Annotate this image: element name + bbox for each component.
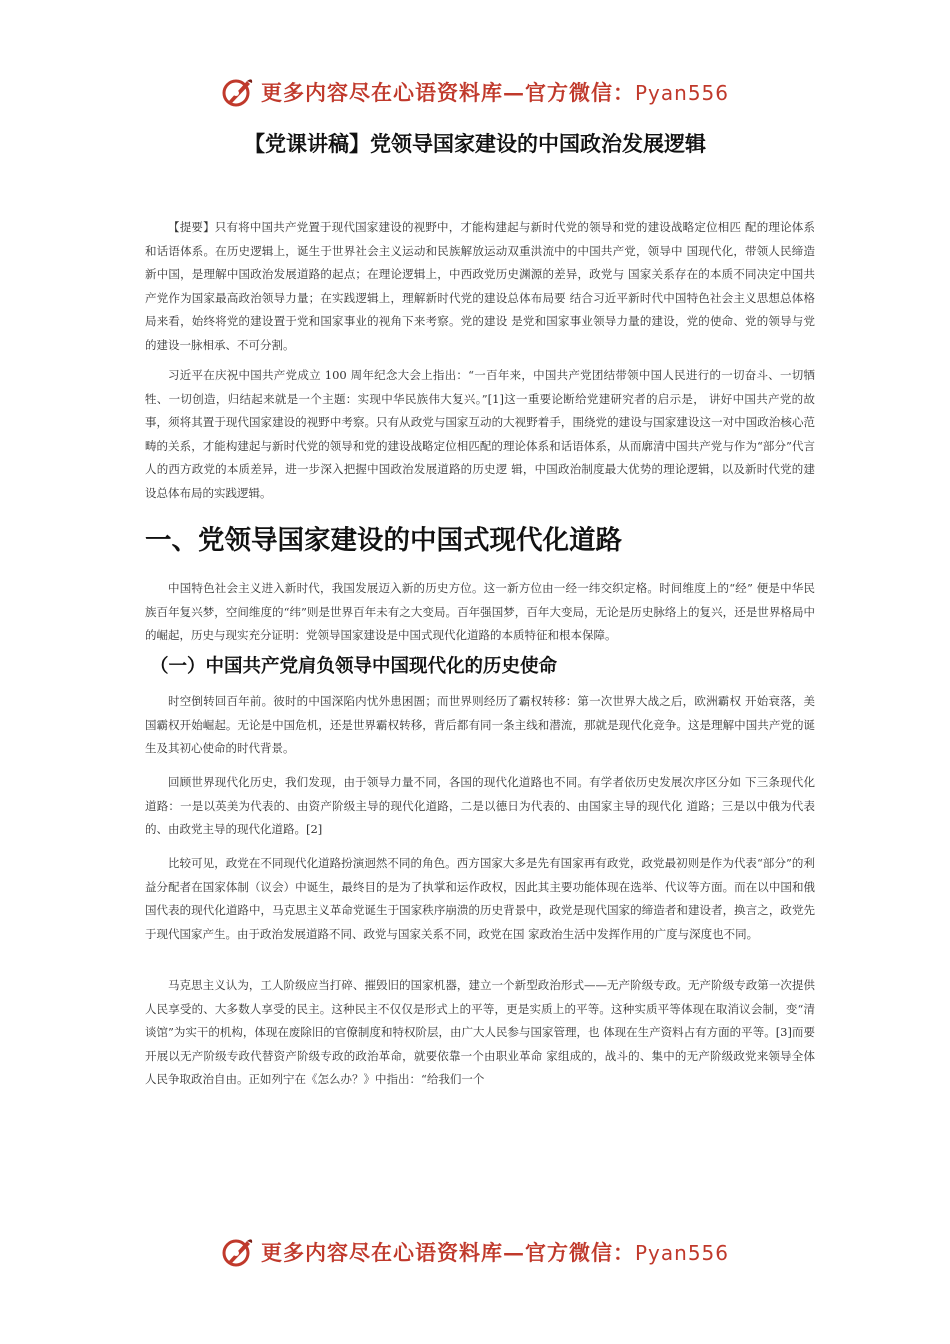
body-paragraph: 马克思主义认为，工人阶级应当打碎、摧毁旧的国家机器，建立一个新型政治形式——无产阶级专政。无产阶级专政第一次提供人民享受的、大多数人享受的民主。这种民主不仅仅是形式上的平等，更是实质上的平等。这种实质平等体现在取消议会制，变“清谈馆”为实干的机构，体现在废除旧的官僚制度和特权阶层，由广大人民参与国家管理，也 体现在生产资料占有方面的平等。[3]而要开展以无产阶级专政代替资产阶级专政的政治革命，就要依靠一个由职业革命 家组成的，战斗的、集中的无产阶级政党来领导全体人民争取政治自由。正如列宁在《怎么办？》中指出：“给我们一个 [145, 978, 815, 1087]
body-paragraph: 比较可见，政党在不同现代化道路扮演迥然不同的角色。西方国家大多是先有国家再有政党，政党最初则是作为代表“部分”的利益分配者在国家体制（议会）中诞生，最终目的是为了执掌和运作政权，因此其主要功能体现在选举、代议等方面。而在以中国和俄国代表的现代化道路中，马克思主义革命党诞生于国家秩序崩溃的历史背景中，政党是现代国家的缔造者和建设者，换言之，政党先于现代国家产生。由于政治发展道路不同、政党与国家关系不同，政党在国 家政治生活中发挥作用的广度与深度也不同。 [145, 856, 815, 941]
header-banner [0, 72, 950, 112]
banner-text: 更多内容尽在心语资料库—官方微信：Pyan556 [260, 80, 729, 105]
quill-pen-icon [221, 1235, 255, 1269]
section-heading: 一、党领导国家建设的中国式现代化道路 [145, 525, 622, 556]
subsection-heading: （一）中国共产党肩负领导中国现代化的历史使命 [150, 656, 558, 677]
footer-banner [0, 1232, 950, 1272]
document-title: 【党课讲稿】党领导国家建设的中国政治发展逻辑 [244, 132, 706, 156]
section-paragraph: 中国特色社会主义进入新时代，我国发展迈入新的历史方位。这一新方位由一经一纬交织定格。时间维度上的“经” 便是中华民族百年复兴梦，空间维度的“纬”则是世界百年未有之大变局。百年强国梦，百年大变局，无论是历史脉络上的复兴，还是世界格局中的崛起，历史与现实充分证明：党领导国家建设是中国式现代化道路的本质特征和根本保障。 [145, 581, 815, 643]
body-paragraph: 时空倒转回百年前。彼时的中国深陷内忧外患困圄；而世界则经历了霸权转移：第一次世界大战之后，欧洲霸权 开始衰落，美国霸权开始崛起。无论是中国危机，还是世界霸权转移，背后都有同一条主线和潜流，那就是现代化竞争。这是理解中国共产党的诞生及其初心使命的时代背景。 [145, 694, 815, 756]
body-paragraph: 回顾世界现代化历史，我们发现，由于领导力量不同，各国的现代化道路也不同。有学者依历史发展次序区分如 下三条现代化道路：一是以英美为代表的、由资产阶级主导的现代化道路，二是以德日为代表的、由国家主导的现代化 道路；三是以中俄为代表的、由政党主导的现代化道路。[2] [145, 775, 815, 837]
wechat-handle: Pyan556 [634, 1241, 729, 1265]
banner-text: 更多内容尽在心语资料库—官方微信：Pyan556 [260, 1240, 729, 1265]
wechat-handle: Pyan556 [634, 81, 729, 105]
intro-paragraph: 习近平在庆祝中国共产党成立 100 周年纪念大会上指出：“一百年来，中国共产党团结带领中国人民进行的一切奋斗、一切牺牲、一切创造，归结起来就是一个主题：实现中华民族伟大复兴。”[1]这一重要论断给党建研究者的启示是， 讲好中国共产党的故事，须将其置于现代国家建设的视野中考察。只有从政党与国家互动的大视野着手，围绕党的建设与国家建设这一对中国政治核心范畴的关系，才能构建起与新时代党的领导和党的建设战略定位相匹配的理论体系和话语体系，从而廓清中国共产党与作为“部分”代言人的西方政党的本质差异，进一步深入把握中国政治发展道路的历史逻 辑，中国政治制度最大优势的理论逻辑，以及新时代党的建设总体布局的实践逻辑。 [145, 368, 815, 500]
quill-pen-icon [221, 75, 255, 109]
abstract-paragraph: 【提要】只有将中国共产党置于现代国家建设的视野中，才能构建起与新时代党的领导和党的建设战略定位相匹 配的理论体系和话语体系。在历史逻辑上，诞生于世界社会主义运动和民族解放运动双重洪流中的中国共产党，领导中 国现代化，带领人民缔造新中国，是理解中国政治发展道路的起点；在理论逻辑上，中西政党历史渊源的差异，政党与 国家关系存在的本质不同决定中国共产党作为国家最高政治领导力量；在实践逻辑上，理解新时代党的建设总体布局要 结合习近平新时代中国特色社会主义思想总体格局来看，始终将党的建设置于党和国家事业的视角下来考察。党的建设 是党和国家事业领导力量的建设，党的使命、党的领导与党的建设一脉相承、不可分割。 [145, 220, 815, 352]
